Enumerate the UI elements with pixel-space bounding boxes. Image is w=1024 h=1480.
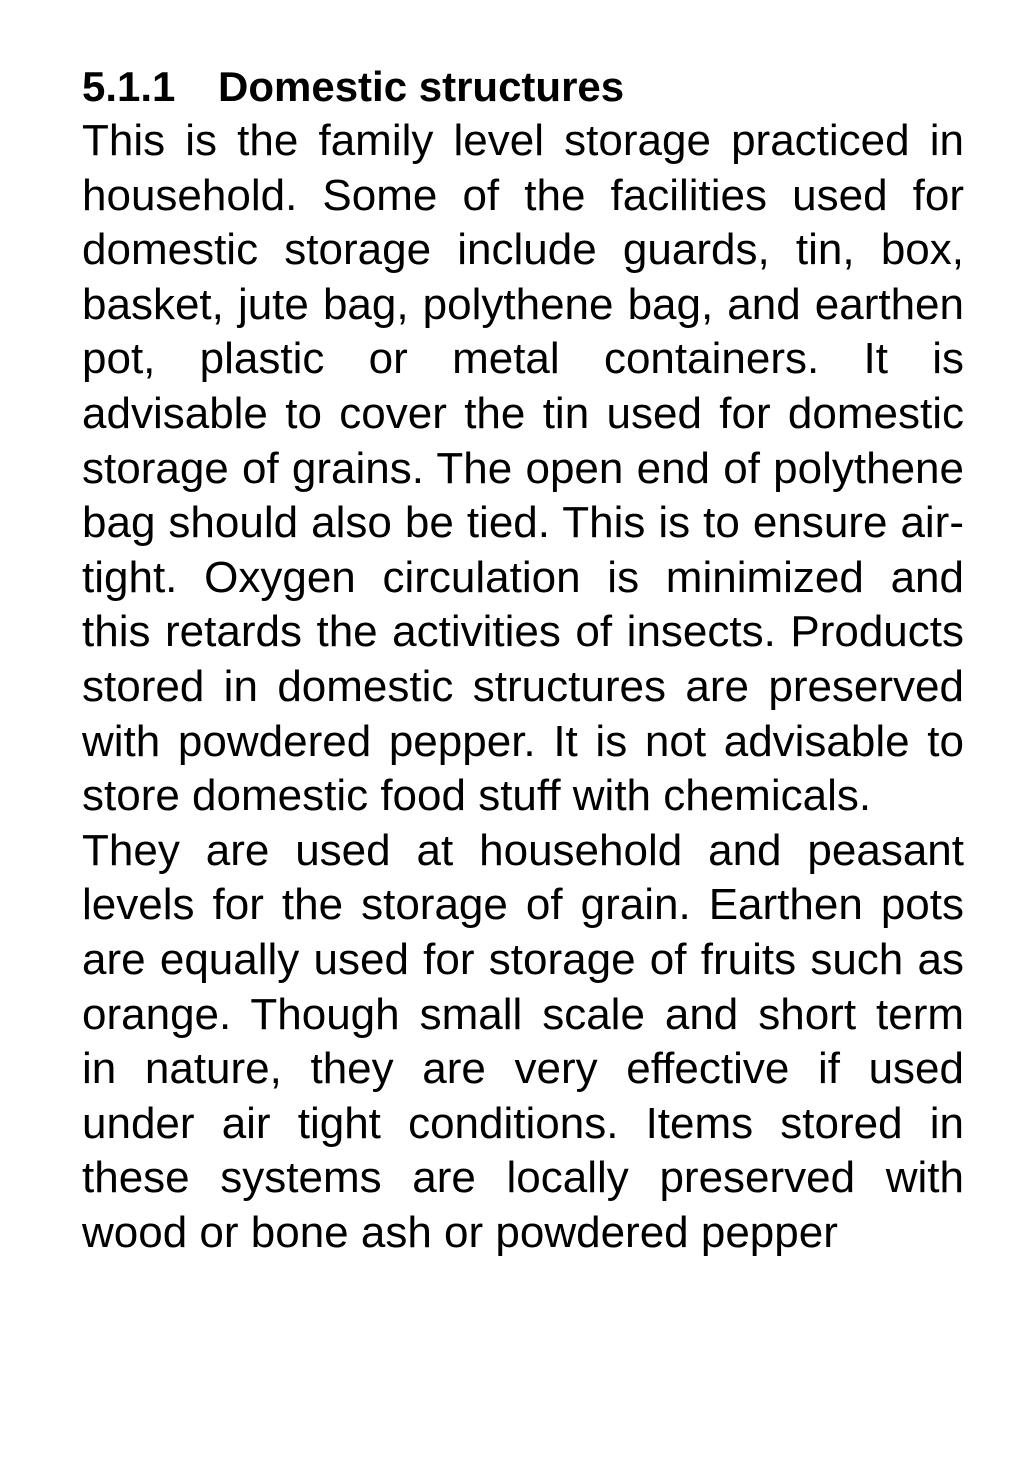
document-page — [82, 60, 964, 1260]
paragraph-household-peasant-use: They are used at household and peasant levels for the storage of grain. Earthen pots are equally used for storage of fruits such as orange. Though small scale and short term in nature, they are very effective if used under air tight conditions. Items stored in these systems are locally preserved with wood or bone ash or powdered pepper — [82, 825, 964, 1257]
paragraph-domestic-storage: This is the family level storage practiced in household. Some of the facilities used for domestic storage include guards, tin, box, basket, jute bag, polythene bag, and earthen pot, plastic or metal containers. It is advisable to cover the tin used for domestic storage of grains. The open end of polythene bag should also be tied. This is to ensure air-tight. Oxygen circulation is minimized and this retards the activities of insects. Products stored in domestic structures are preserved with powdered pepper. It is not advisable to store domestic food stuff with chemicals. — [82, 116, 964, 821]
section-heading — [82, 60, 964, 114]
section-number: 5.1.1 — [82, 63, 176, 110]
section-title: Domestic structures — [218, 63, 625, 110]
